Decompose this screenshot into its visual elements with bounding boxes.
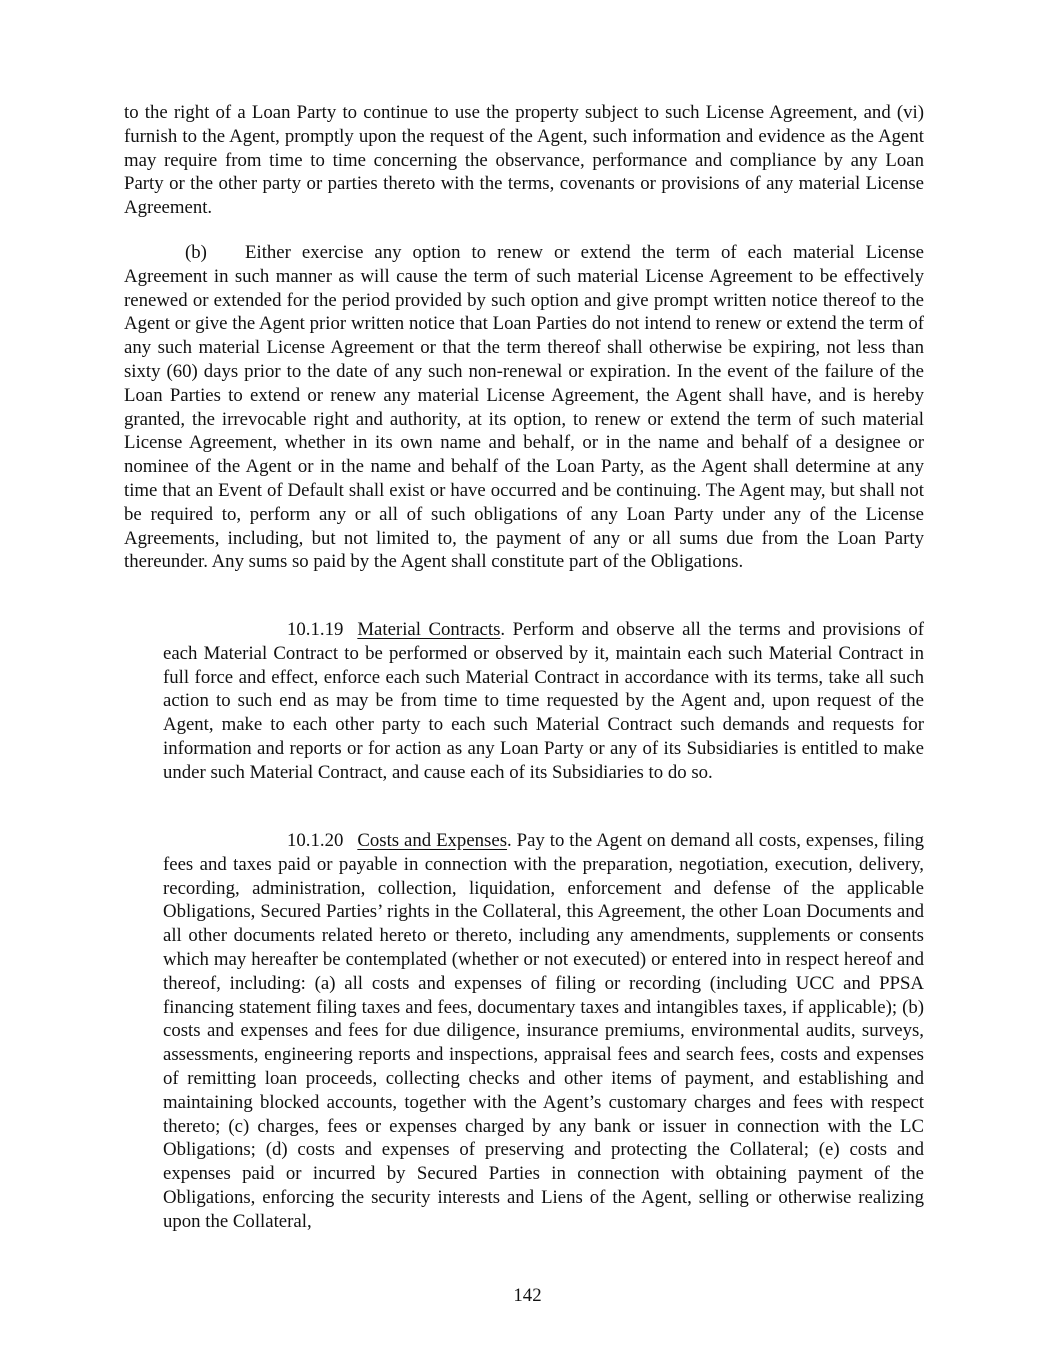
paragraph-b-text: Either exercise any option to renew or extend the term of each material License Agreement in such manner as will cause the term of such material License Agreement to be effectively renewed or extended for the period provided by such option and give prompt written notice thereof to the Agent or give the Agent prior written notice that Loan Parties do not intend to renew or extend the term of any such material License Agreement or that the term thereof shall otherwise be expiring, not less than sixty (60) days prior to the date of any such non-renewal or expiration. In the event of the failure of the Loan Parties to extend or renew any material License Agreement, the Agent shall have, and is hereby granted, the irrevocable right and authority, at its option, to renew or extend the term of such material License Agreement, whether in its own name and behalf, or in the name and behalf of a designee or nominee of the Agent or in the name and behalf of the Loan Party, as the Agent shall determine at any time that an Event of Default shall exist or have occurred and be continuing. The Agent may, but shall not be required to, perform any or all of such obligations of any Loan Party under any of the License Agreements, including, but not limited to, the payment of any or all sums due from the Loan Party thereunder. Any sums so paid by the Agent shall constitute part of the Obligations.: [124, 242, 924, 573]
page-number: 142: [513, 1285, 542, 1306]
section-10-1-19-text: . Perform and observe all the terms and provisions of each Material Contract to be performed or observed by it, maintain each such Material Contract in full force and effect, enforce each such Material Contract in accordance with its terms, take all such action to such end as may be from time to time requested by the Agent and, upon request of the Agent, make to each other party to each such Material Contract such demands and requests for information and reports or for action as any Loan Party or any of its Subsidiaries is entitled to make under such Material Contract, and cause each of its Subsidiaries to do so.: [163, 619, 924, 783]
section-10-1-19-number: 10.1.19: [287, 619, 344, 640]
continuation-paragraph: to the right of a Loan Party to continue to use the property subject to such License Agreement, and (vi) furnish to the Agent, promptly upon the request of the Agent, such information and evidence as the Agent may require from time to time concerning the observance, performance and compliance by any Loan Party or the other party or parties thereto with the terms, covenants or provisions of any material License Agreement.: [124, 102, 924, 219]
paragraph-b-label: (b): [185, 242, 207, 263]
section-10-1-20-number: 10.1.20: [287, 830, 344, 851]
section-10-1-20: [163, 829, 924, 1234]
paragraph-b: [124, 241, 924, 574]
section-10-1-19: [163, 618, 924, 785]
section-10-1-20-text: . Pay to the Agent on demand all costs, expenses, filing fees and taxes paid or payable in connection with the preparation, negotiation, execution, delivery, recording, administration, collection, liquidation, enforcement and defense of the applicable Obligations, Secured Parties’ rights in the Collateral, this Agreement, the other Loan Documents and all other documents related hereto or thereto, including any amendments, supplements or consents which may hereafter be contemplated (whether or not executed) or entered into in respect hereof and thereof, including: (a) all costs and expenses of filing or recording (including UCC and PPSA financing statement filing taxes and fees, documentary taxes and intangibles taxes, if applicable); (b) costs and expenses and fees for due diligence, insurance premiums, environmental audits, surveys, assessments, engineering reports and inspections, appraisal fees and search fees, costs and expenses of remitting loan proceeds, collecting checks and other items of payment, and establishing and maintaining blocked accounts, together with the Agent’s customary charges and fees with respect thereto; (c) charges, fees or expenses charged by any bank or issuer in connection with the LC Obligations; (d) costs and expenses of preserving and protecting the Collateral; (e) costs and expenses paid or incurred by Secured Parties in connection with obtaining payment of the Obligations, enforcing the security interests and Liens of the Agent, selling or otherwise realizing upon the Collateral,: [163, 830, 925, 1232]
section-10-1-19-heading: Material Contracts: [357, 619, 501, 640]
section-10-1-20-heading: Costs and Expenses: [357, 830, 508, 851]
